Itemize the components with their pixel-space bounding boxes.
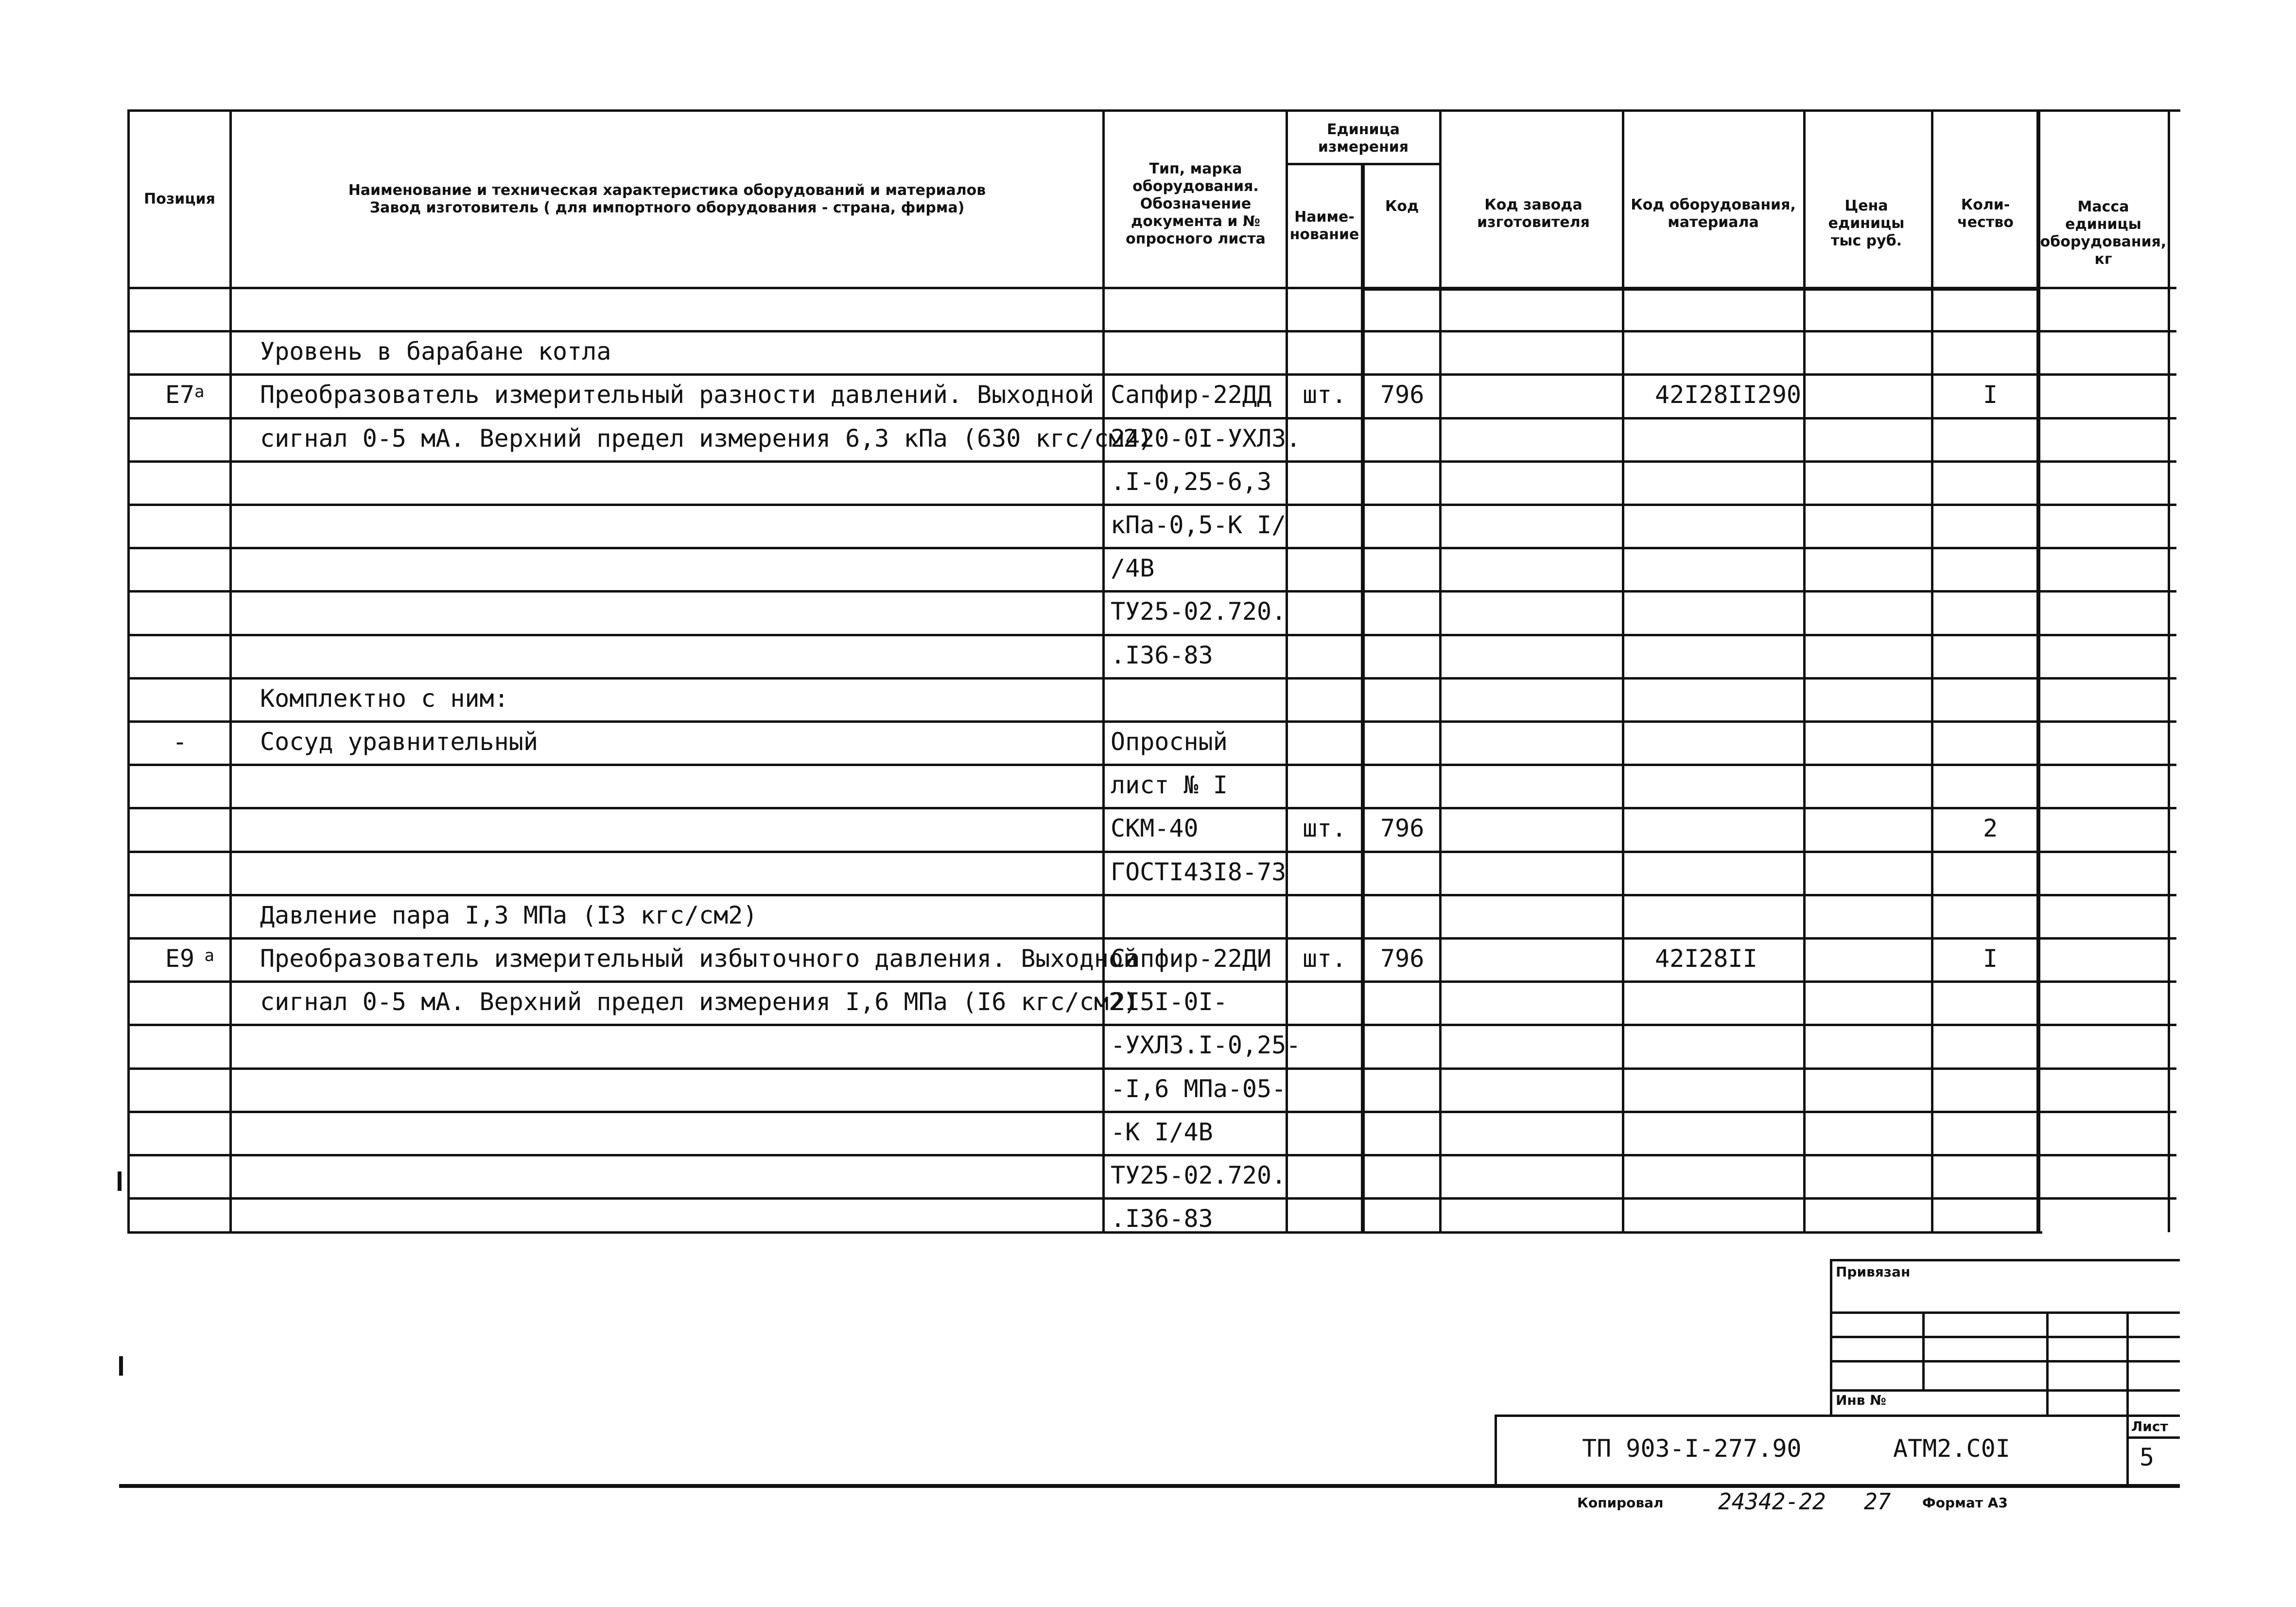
header-unit-group: Единица измерения [1318,121,1409,156]
cell-position: Е7 [165,381,195,409]
margin-tick-left [118,1171,122,1191]
cell-name: Преобразователь измерительный избыточного давления. Выходной [260,944,1138,973]
col-line-mass [2168,109,2170,1232]
row-separator [127,720,2176,723]
row-separator [127,764,2176,766]
cell-name: Уровень в барабане котла [260,337,611,366]
col-line-name [1102,109,1105,1232]
header-unit-code: Код [1385,198,1419,215]
cell-type: .I36-83 [1111,641,1213,669]
cell-type: 2I5I-0I- [1111,988,1228,1016]
cell-type: /4В [1111,554,1155,582]
row-separator [127,634,2176,636]
row-separator [127,590,2176,593]
margin-tick-left-2 [119,1356,123,1376]
cell-name: Давление пара I,3 МПа (I3 кгс/см2) [260,901,758,929]
row-separator [127,937,2176,940]
cell-name: Преобразователь измерительный разности давлений. Выходной [260,381,1094,409]
row-separator [127,330,2176,332]
cell-type: -УХЛ3.I-0,25- [1111,1031,1301,1059]
footer-format-label: Формат А3 [1922,1495,2008,1511]
row-separator [127,894,2176,896]
stamp-sheet-left [2126,1415,2129,1485]
cell-type: ТУ25-02.720. [1111,597,1287,626]
table-bottom-border [127,1231,2042,1234]
header-name-line1: Наименование и техническая характеристика оборудований и материалов [348,182,986,199]
stamp-inv-label: Инв № [1836,1392,1886,1408]
stamp-bound-col3 [2126,1311,2129,1415]
cell-type: .I36-83 [1111,1205,1213,1233]
col-line-unit-name [1361,163,1365,1232]
cell-unit: шт. [1303,814,1347,842]
row-separator [127,807,2176,809]
row-separator [127,677,2176,680]
header-quantity: Коли-чество [1957,196,2014,231]
row-separator [127,460,2176,463]
col-line-unit-code [1439,109,1442,1232]
col-line-price [1931,109,1933,1232]
cell-equipment-code: 42I28II [1655,944,1757,973]
header-mass: Масса единицы оборудования, кг [2040,198,2167,268]
thick-box-top [1361,287,2040,291]
col-line-equipment-code [1803,109,1806,1232]
header-type: Тип, марка оборудования. Обозначение документа и № опросного листа [1126,160,1266,247]
stamp-doc-code: АТМ2.С0I [1893,1434,2010,1463]
row-separator [127,417,2176,419]
cell-type: кПа-0,5-К I/ [1111,511,1287,539]
row-separator [127,1111,2176,1113]
cell-unit-code: 796 [1380,381,1425,409]
cell-type: -I,6 МПа-05- [1111,1075,1287,1103]
header-factory-code: Код завода изготовителя [1477,196,1590,231]
row-separator [127,1197,2176,1200]
cell-quantity: I [1983,944,1998,973]
cell-type: ГОСТI43I8-73 [1111,858,1287,886]
cell-type: ТУ25-02.720. [1111,1161,1287,1189]
footer-order-number: 24342-22 [1718,1488,1826,1515]
cell-position: Е9 [165,944,195,973]
stamp-bound-top [1830,1259,2180,1261]
stamp-main-top [1495,1415,2180,1417]
cell-unit-code: 796 [1380,814,1425,842]
row-separator [127,373,2176,376]
header-name [232,112,1102,287]
cell-name: сигнал 0-5 мА. Верхний предел измерения 6,3 кПа (630 кгс/см2) [260,424,1153,453]
cell-quantity: 2 [1983,814,1998,842]
row-separator [127,1154,2176,1156]
row-separator [127,1067,2176,1070]
row-separator [127,547,2176,549]
row-separator [127,980,2176,983]
header-name-line2: Завод изготовитель ( для импортного оборудования - страна, фирма) [369,199,965,216]
cell-type: лист № I [1111,771,1228,799]
header-position: Позиция [144,191,215,208]
stamp-sheet-number: 5 [2139,1443,2155,1471]
cell-type: СКМ-40 [1111,814,1199,842]
cell-type: Сапфир-22ДД [1111,381,1272,409]
footer-copied-label: Копировал [1577,1495,1664,1511]
cell-position-superscript: а [194,382,205,402]
cell-name: сигнал 0-5 мА. Верхний предел измерения I,6 МПа (I6 кгс/см2) [260,988,1138,1016]
cell-name: Комплектно с ним: [260,684,509,713]
header-equipment-code: Код оборудования, материала [1631,196,1796,231]
col-line-factory-code [1622,109,1624,1232]
stamp-bound-col2 [2046,1311,2049,1415]
cell-quantity: I [1983,381,1998,409]
cell-type: Сапфир-22ДИ [1111,944,1272,973]
page-bottom-border [119,1484,2180,1488]
cell-type: .I-0,25-6,3 [1111,468,1272,496]
cell-type: Опросный [1111,728,1228,756]
stamp-sheet-divider [2126,1436,2180,1439]
cell-type: -К I/4В [1111,1118,1213,1146]
stamp-main-left [1495,1415,1497,1485]
header-unit-name: Наиме-нование [1289,209,1359,243]
cell-position-superscript: а [204,946,214,965]
stamp-sheet-label: Лист [2131,1418,2168,1434]
stamp-doc-number: ТП 903-I-277.90 [1582,1434,1802,1463]
cell-name: Сосуд уравнительный [260,728,538,756]
cell-unit-code: 796 [1380,944,1425,973]
row-separator [127,504,2176,506]
row-separator [127,851,2176,853]
footer-copy-number: 27 [1864,1488,1891,1515]
row-separator [127,1024,2176,1026]
cell-position: - [172,728,188,756]
header-price: Цена единицы тыс руб. [1828,197,1905,249]
stamp-bound-label: Привязан [1836,1264,1911,1280]
stamp-bound-col1 [1922,1311,1925,1389]
cell-type: 2420-0I-УХЛ3. [1111,424,1301,453]
cell-equipment-code: 42I28II290 [1655,381,1802,409]
cell-unit: шт. [1303,944,1347,973]
cell-unit: шт. [1303,381,1347,409]
